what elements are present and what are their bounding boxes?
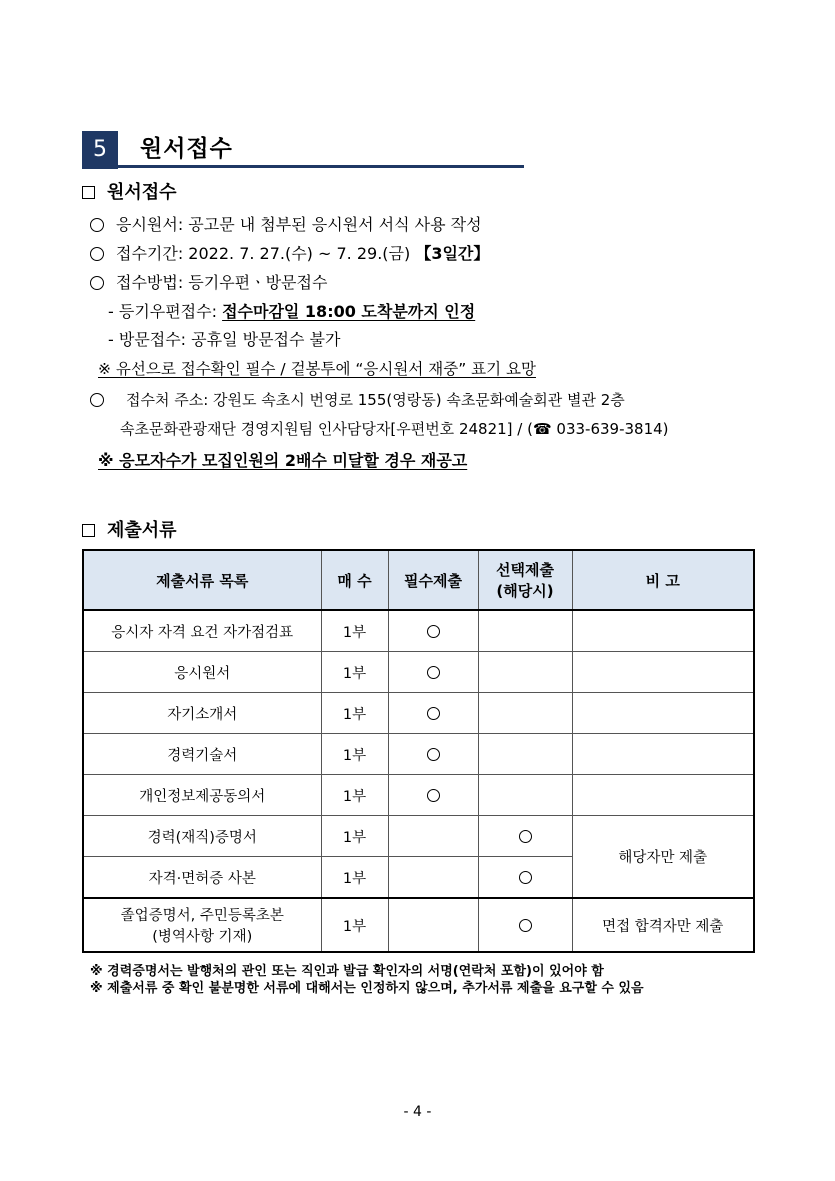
remark-cell bbox=[572, 652, 754, 693]
required-mark-icon bbox=[427, 707, 440, 720]
table-row bbox=[83, 775, 754, 816]
doc-name: 자기소개서 bbox=[83, 693, 321, 734]
optional-cell bbox=[478, 610, 572, 652]
doc-count: 1부 bbox=[321, 898, 388, 952]
required-cell bbox=[388, 857, 478, 899]
doc-count: 1부 bbox=[321, 693, 388, 734]
optional-cell bbox=[478, 775, 572, 816]
doc-count: 1부 bbox=[321, 816, 388, 857]
table-row bbox=[83, 734, 754, 775]
required-cell bbox=[388, 734, 478, 775]
required-mark-icon bbox=[427, 748, 440, 761]
section-number-badge: 5 bbox=[82, 131, 118, 169]
optional-cell bbox=[478, 652, 572, 693]
remark-cell bbox=[572, 775, 754, 816]
doc-name: 경력기술서 bbox=[83, 734, 321, 775]
documents-note-unverified: ※ 제출서류 중 확인 불분명한 서류에 대해서는 인정하지 않으며, 추가서류 제출을 요구할 수 있음 bbox=[90, 981, 644, 996]
table-row bbox=[83, 898, 754, 952]
receipt-address-line2: 속초문화관광재단 경영지원팀 인사담당자[우편번호 24821] / (☎ 033-639-3814) bbox=[120, 420, 669, 438]
header-remark: 비 고 bbox=[572, 550, 754, 610]
doc-name: 응시자 자격 요건 자가점검표 bbox=[83, 610, 321, 652]
optional-mark-icon bbox=[519, 919, 532, 932]
doc-count: 1부 bbox=[321, 734, 388, 775]
required-mark-icon bbox=[427, 625, 440, 638]
doc-count: 1부 bbox=[321, 857, 388, 899]
documents-note-career-cert: ※ 경력증명서는 발행처의 관인 또는 직인과 발급 확인자의 서명(연락처 포함)이 있어야 함 bbox=[90, 964, 604, 979]
required-cell bbox=[388, 898, 478, 952]
square-bullet-icon bbox=[82, 186, 95, 199]
table-header-row bbox=[83, 550, 754, 610]
circle-bullet-icon bbox=[90, 393, 104, 407]
documents-table bbox=[82, 549, 755, 953]
receipt-visit-detail: - 방문접수: 공휴일 방문접수 불가 bbox=[108, 330, 341, 349]
receipt-note-reannounce: ※ 응모자수가 모집인원의 2배수 미달할 경우 재공고 bbox=[98, 451, 468, 470]
optional-mark-icon bbox=[519, 830, 532, 843]
remark-cell bbox=[572, 734, 754, 775]
receipt-item-period: 접수기간: 2022. 7. 27.(수) ~ 7. 29.(금) 【3일간】 bbox=[90, 243, 489, 265]
receipt-mail-detail: - 등기우편접수: 접수마감일 18:00 도착분까지 인정 bbox=[108, 302, 476, 321]
required-cell bbox=[388, 652, 478, 693]
remark-cell bbox=[572, 693, 754, 734]
table-row bbox=[83, 816, 754, 857]
required-cell bbox=[388, 816, 478, 857]
header-doc-list: 제출서류 목록 bbox=[83, 550, 321, 610]
table-row bbox=[83, 693, 754, 734]
optional-mark-icon bbox=[519, 871, 532, 884]
receipt-address-line1: 접수처 주소: 강원도 속초시 번영로 155(영랑동) 속초문화예술회관 별관 2층 bbox=[90, 389, 625, 411]
header-count: 매 수 bbox=[321, 550, 388, 610]
optional-cell bbox=[478, 816, 572, 857]
doc-name: 개인정보제공동의서 bbox=[83, 775, 321, 816]
table-row bbox=[83, 652, 754, 693]
page-number: - 4 - bbox=[403, 1104, 432, 1120]
doc-name: 응시원서 bbox=[83, 652, 321, 693]
optional-cell bbox=[478, 734, 572, 775]
doc-count: 1부 bbox=[321, 775, 388, 816]
circle-bullet-icon bbox=[90, 276, 104, 290]
doc-name: 자격·면허증 사본 bbox=[83, 857, 321, 899]
required-mark-icon bbox=[427, 789, 440, 802]
circle-bullet-icon bbox=[90, 218, 104, 232]
optional-cell bbox=[478, 898, 572, 952]
required-mark-icon bbox=[427, 666, 440, 679]
group-remark: 해당자만 제출 bbox=[572, 816, 754, 899]
section-title: 원서접수 bbox=[140, 136, 233, 162]
section-underline bbox=[118, 165, 524, 168]
table-row bbox=[83, 610, 754, 652]
receipt-item-application-form: 응시원서: 공고문 내 첨부된 응시원서 서식 사용 작성 bbox=[90, 214, 482, 236]
remark-cell: 면접 합격자만 제출 bbox=[572, 898, 754, 952]
documents-heading: 제출서류 bbox=[82, 516, 177, 542]
circle-bullet-icon bbox=[90, 247, 104, 261]
header-required: 필수제출 bbox=[388, 550, 478, 610]
doc-count: 1부 bbox=[321, 610, 388, 652]
doc-name: 졸업증명서, 주민등록초본 (병역사항 기재) bbox=[83, 898, 321, 952]
receipt-note-confirm: ※ 유선으로 접수확인 필수 / 겉봉투에 “응시원서 재중” 표기 요망 bbox=[98, 360, 536, 378]
remark-cell bbox=[572, 610, 754, 652]
doc-name: 경력(재직)증명서 bbox=[83, 816, 321, 857]
required-cell bbox=[388, 610, 478, 652]
optional-cell bbox=[478, 693, 572, 734]
required-cell bbox=[388, 775, 478, 816]
square-bullet-icon bbox=[82, 524, 95, 537]
optional-cell bbox=[478, 857, 572, 899]
receipt-heading: 원서접수 bbox=[82, 178, 177, 204]
doc-count: 1부 bbox=[321, 652, 388, 693]
required-cell bbox=[388, 693, 478, 734]
header-optional: 선택제출 (해당시) bbox=[478, 550, 572, 610]
receipt-item-method: 접수방법: 등기우편ㆍ방문접수 bbox=[90, 272, 327, 294]
